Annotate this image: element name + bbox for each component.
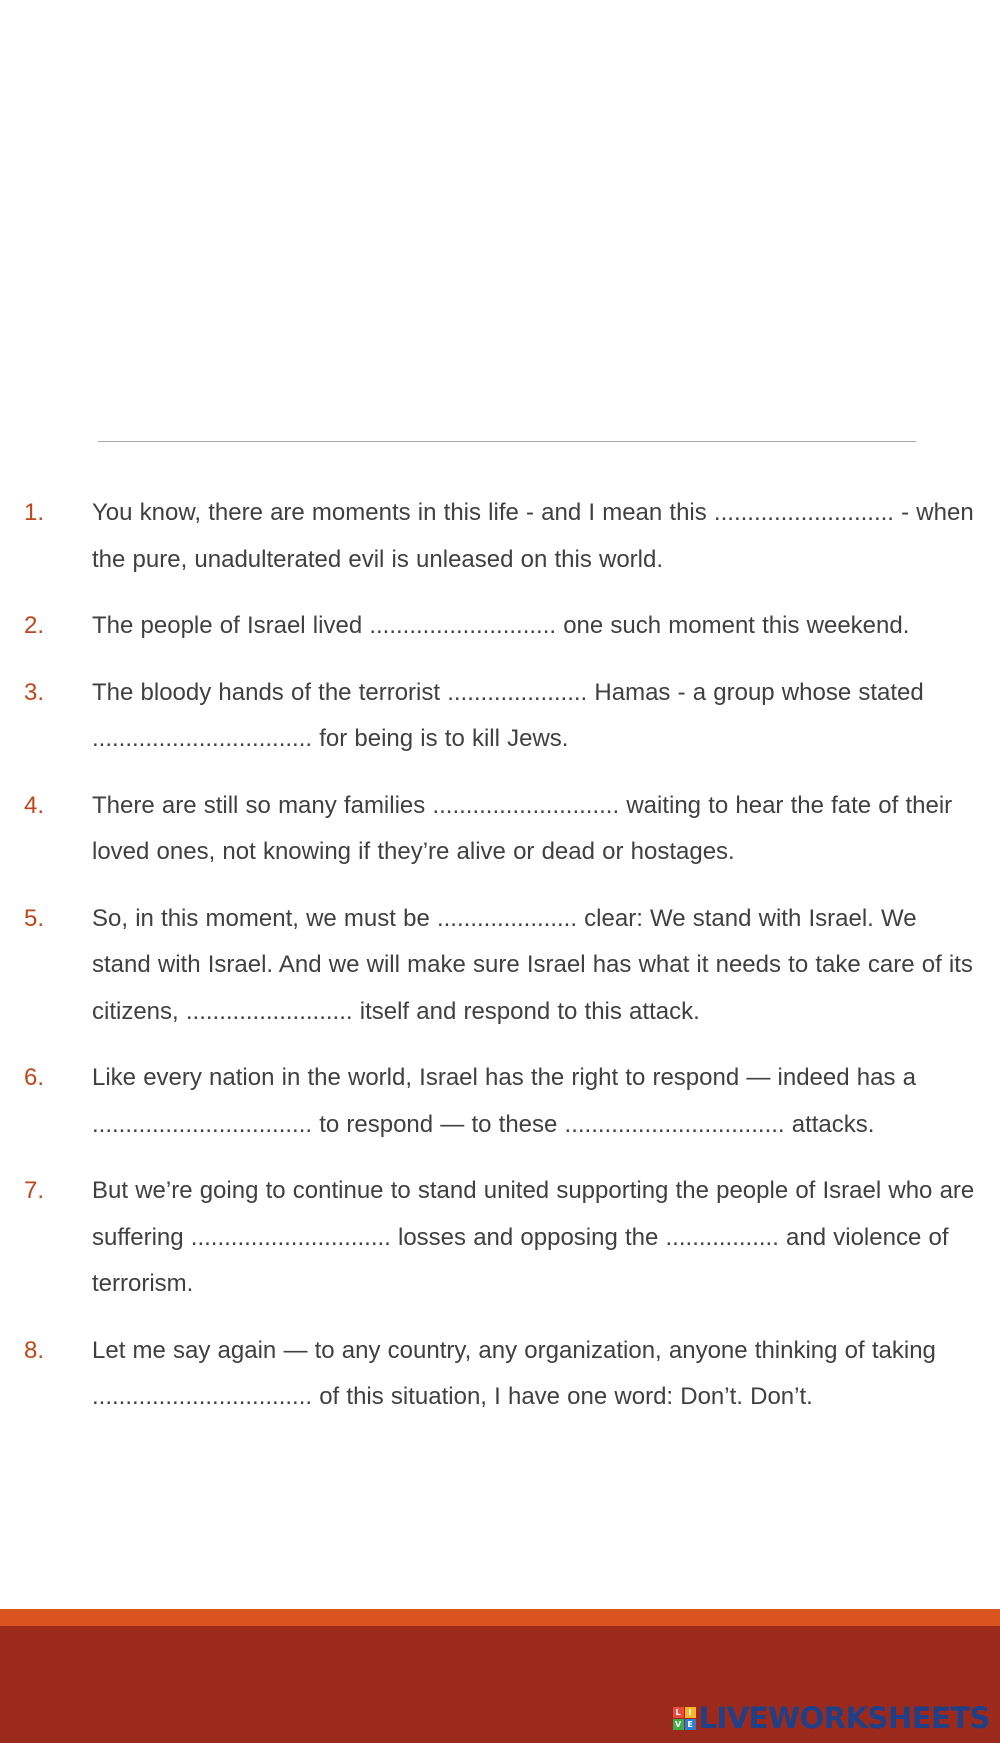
item-number: 8. [24,1336,45,1364]
item-text: But we’re going to continue to stand united supporting the people of Israel who are suffering .............................. losses and opposing the ................. and violence of terrorism. [92,1177,975,1297]
logo-letter: E [685,1719,696,1730]
list-item [0,490,1000,583]
footer-band [0,1626,1000,1743]
item-text: The bloody hands of the terrorist ..................... Hamas - a group whose stated ................................. for being is to kill Jews. [92,678,924,752]
header-divider [98,441,916,442]
item-number: 6. [24,1064,45,1091]
list-item [0,670,1000,763]
item-text: So, in this moment, we must be ..................... clear: We stand with Israel. We stand with Israel. And we will make sure Israel has what it needs to take care of its citizens, ......................... itself and respond to this attack. [92,904,973,1025]
list-item [0,603,1000,650]
list-item [0,1328,1000,1421]
logo-letter: I [685,1707,696,1718]
item-text: Let me say again — to any country, any organization, anyone thinking of taking ................................. of this situation, I have one word: Don’t. Don’t. [92,1336,936,1410]
list-item [0,1055,1000,1148]
logo-letter: L [673,1707,684,1718]
list-item [0,1168,1000,1308]
footer-accent-band [0,1609,1000,1626]
item-text: The people of Israel lived ............................ one such moment this weekend. [92,612,910,639]
item-text: You know, there are moments in this life - and I mean this ........................... - when the pure, unadulterated evil is unleased on this world. [92,499,974,573]
logo-letter: V [673,1719,684,1730]
list-item [0,783,1000,876]
item-number: 2. [24,612,45,639]
liveworksheets-brand-link[interactable] [673,1701,990,1735]
item-text: Like every nation in the world, Israel has the right to respond — indeed has a ................................. to respond — to these ................................. attacks. [92,1064,916,1138]
liveworksheets-logo-icon [673,1707,696,1730]
question-list [0,490,1000,1441]
item-number: 3. [24,678,45,706]
list-item [0,896,1000,1036]
item-number: 5. [24,904,45,932]
item-number: 1. [24,499,45,526]
brand-text: LIVEWORKSHEETS [698,1701,990,1735]
item-text: There are still so many families ............................ waiting to hear the fate of their loved ones, not knowing if they’re alive or dead or hostages. [92,791,953,865]
item-number: 7. [24,1177,45,1204]
item-number: 4. [24,791,45,819]
